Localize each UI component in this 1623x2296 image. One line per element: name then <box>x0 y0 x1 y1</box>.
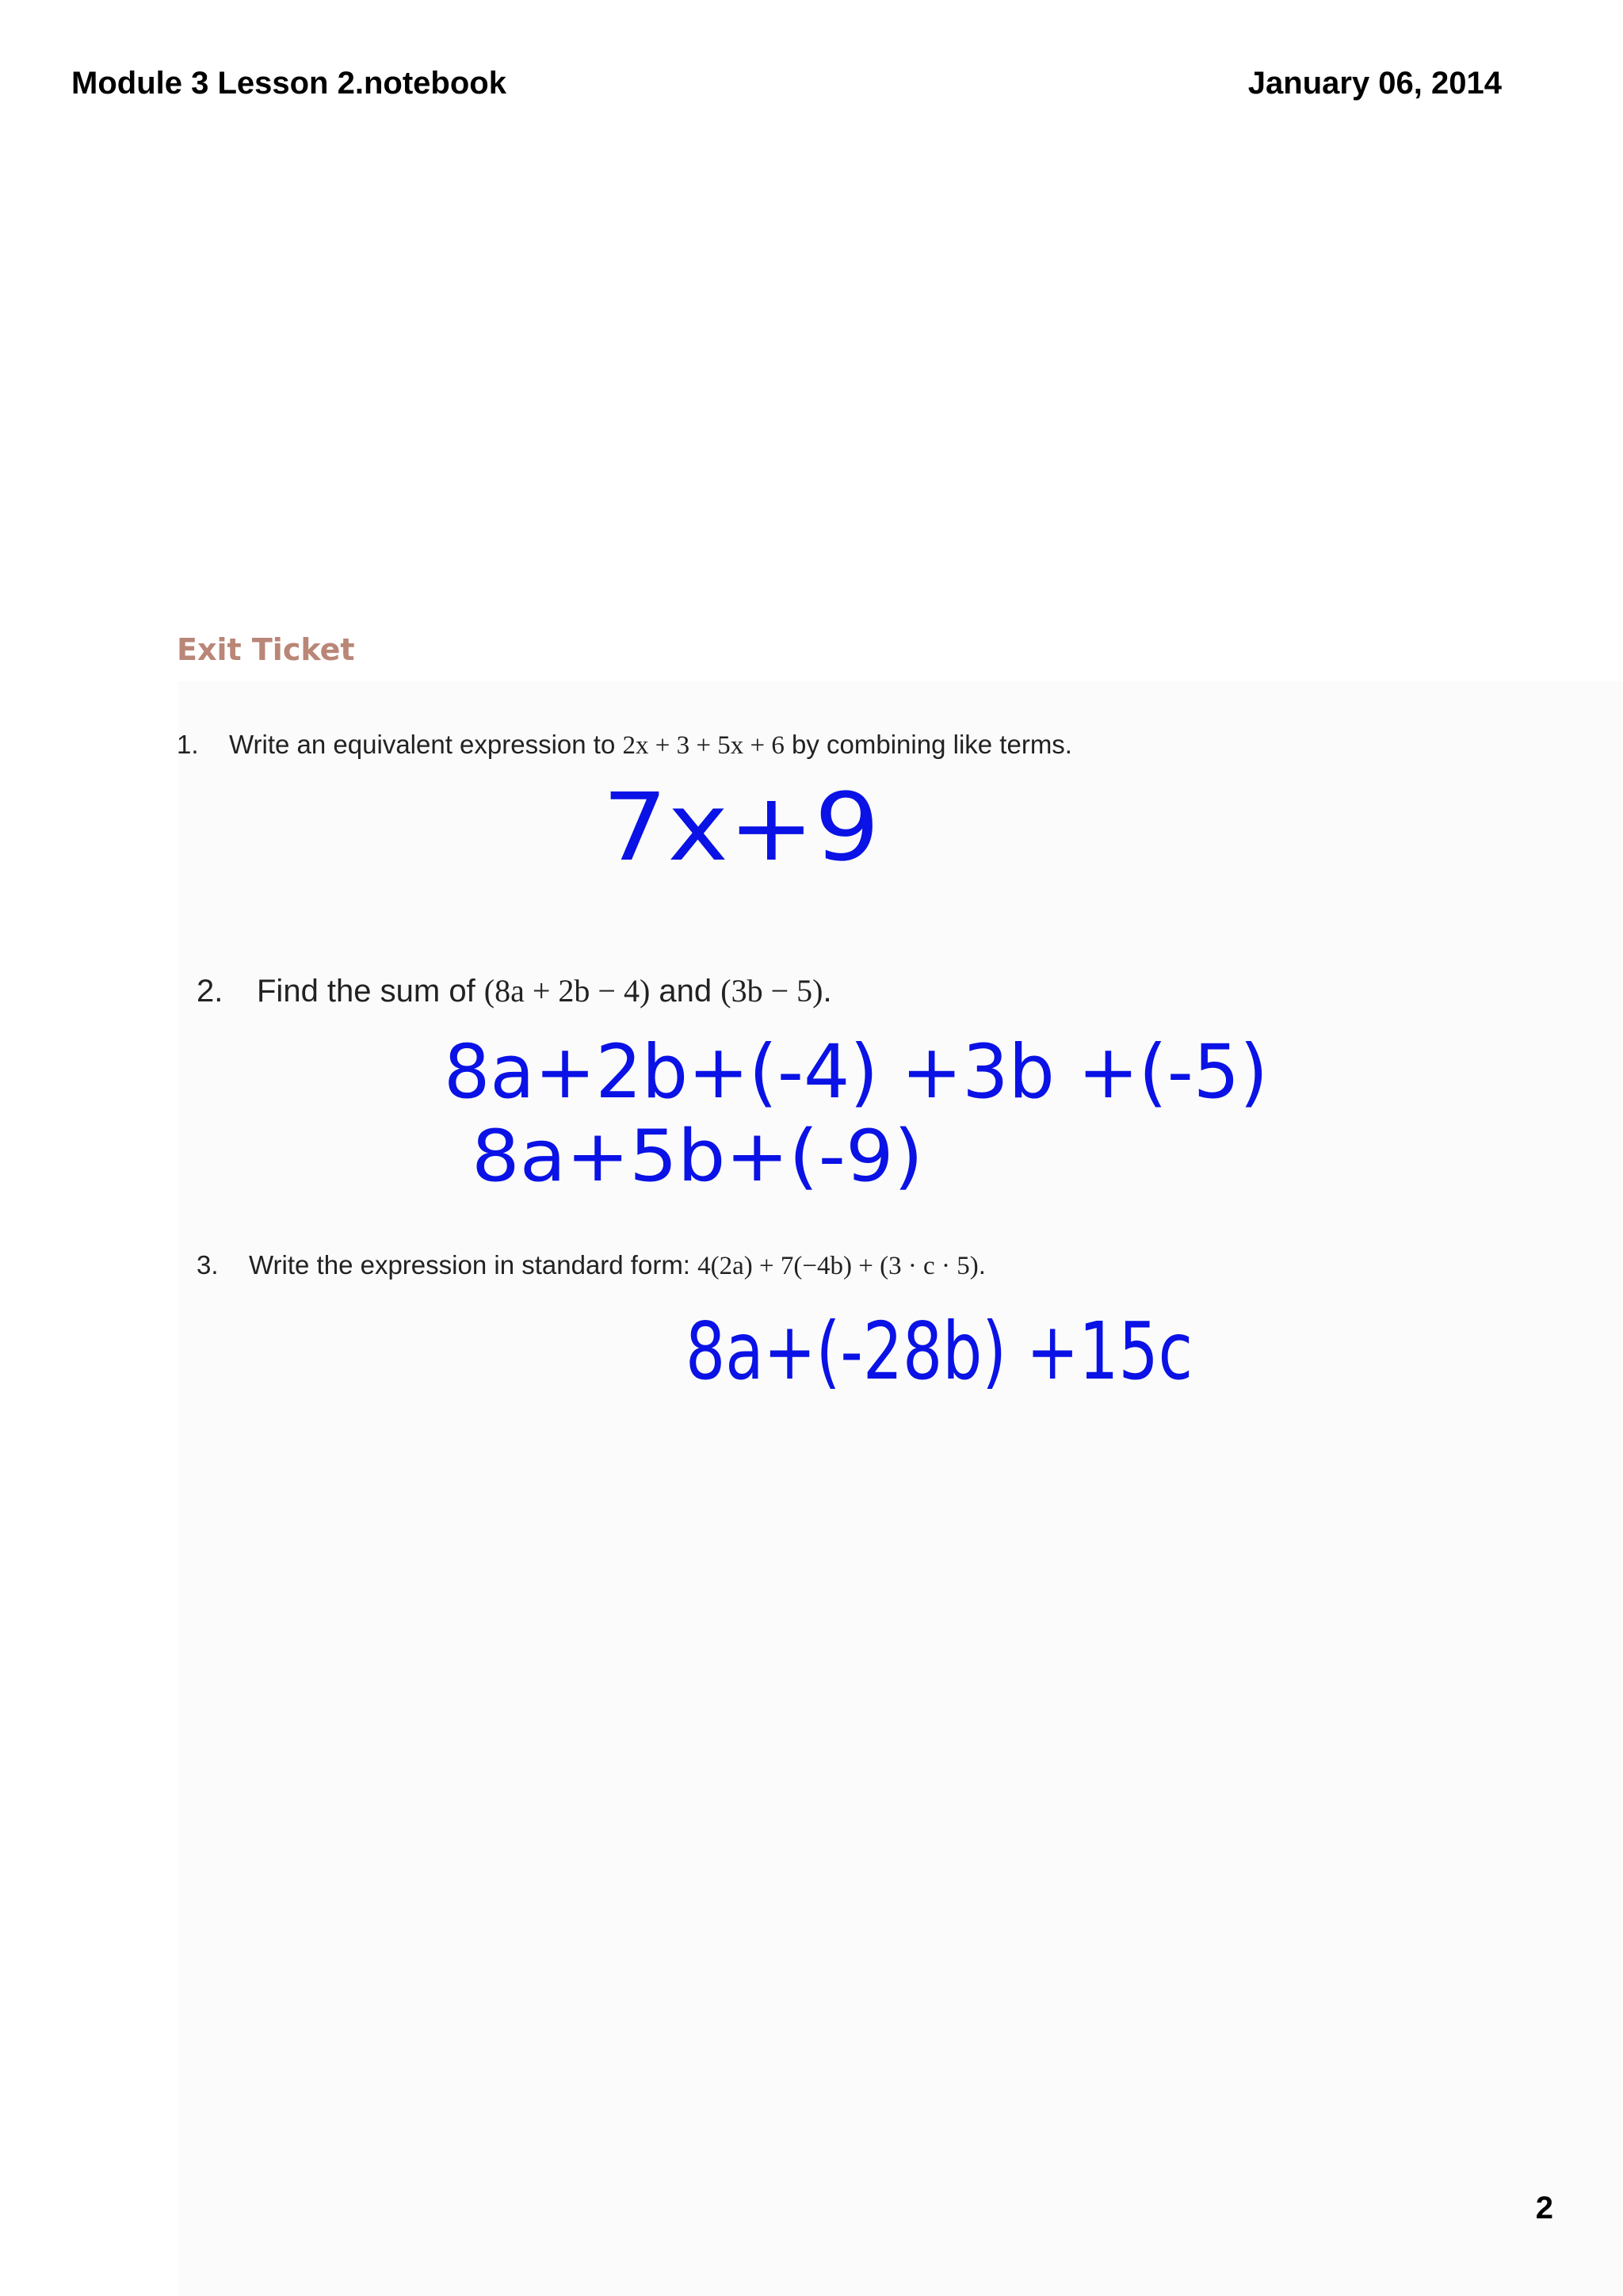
question-expression: (8a + 2b − 4) <box>483 973 651 1009</box>
question-expression: 4(2a) + 7(−4b) + (3 · c · 5) <box>697 1252 979 1280</box>
handwritten-answer-q3: 8a+(-28b) +15c <box>685 1305 1193 1398</box>
handwritten-answer-q2-line1: 8a+2b+(-4) +3b +(-5) <box>444 1029 1268 1116</box>
handwritten-answer-q2-line2: 8a+5b+(-9) <box>472 1115 923 1198</box>
question-text: . <box>978 1250 986 1280</box>
question-text: Write an equivalent expression to <box>229 730 623 759</box>
exit-ticket-heading: Exit Ticket <box>177 632 355 667</box>
question-text: Find the sum of <box>257 974 484 1009</box>
question-text: Write the expression in standard form: <box>249 1250 698 1280</box>
question-number: 2. <box>197 974 223 1009</box>
question-number: 3. <box>197 1250 219 1280</box>
handwritten-answer-q1: 7x+9 <box>602 772 880 882</box>
question-text: . <box>823 974 832 1009</box>
question-number: 1. <box>177 730 199 759</box>
page-header-title: Module 3 Lesson 2.notebook <box>71 66 506 101</box>
question-text: and <box>650 974 721 1009</box>
question-text: by combining like terms. <box>784 730 1072 759</box>
question-expression: 2x + 3 + 5x + 6 <box>622 731 785 760</box>
page-number: 2 <box>1535 2191 1553 2225</box>
page-header-date: January 06, 2014 <box>1247 66 1502 101</box>
question-expression: (3b − 5) <box>720 973 823 1009</box>
